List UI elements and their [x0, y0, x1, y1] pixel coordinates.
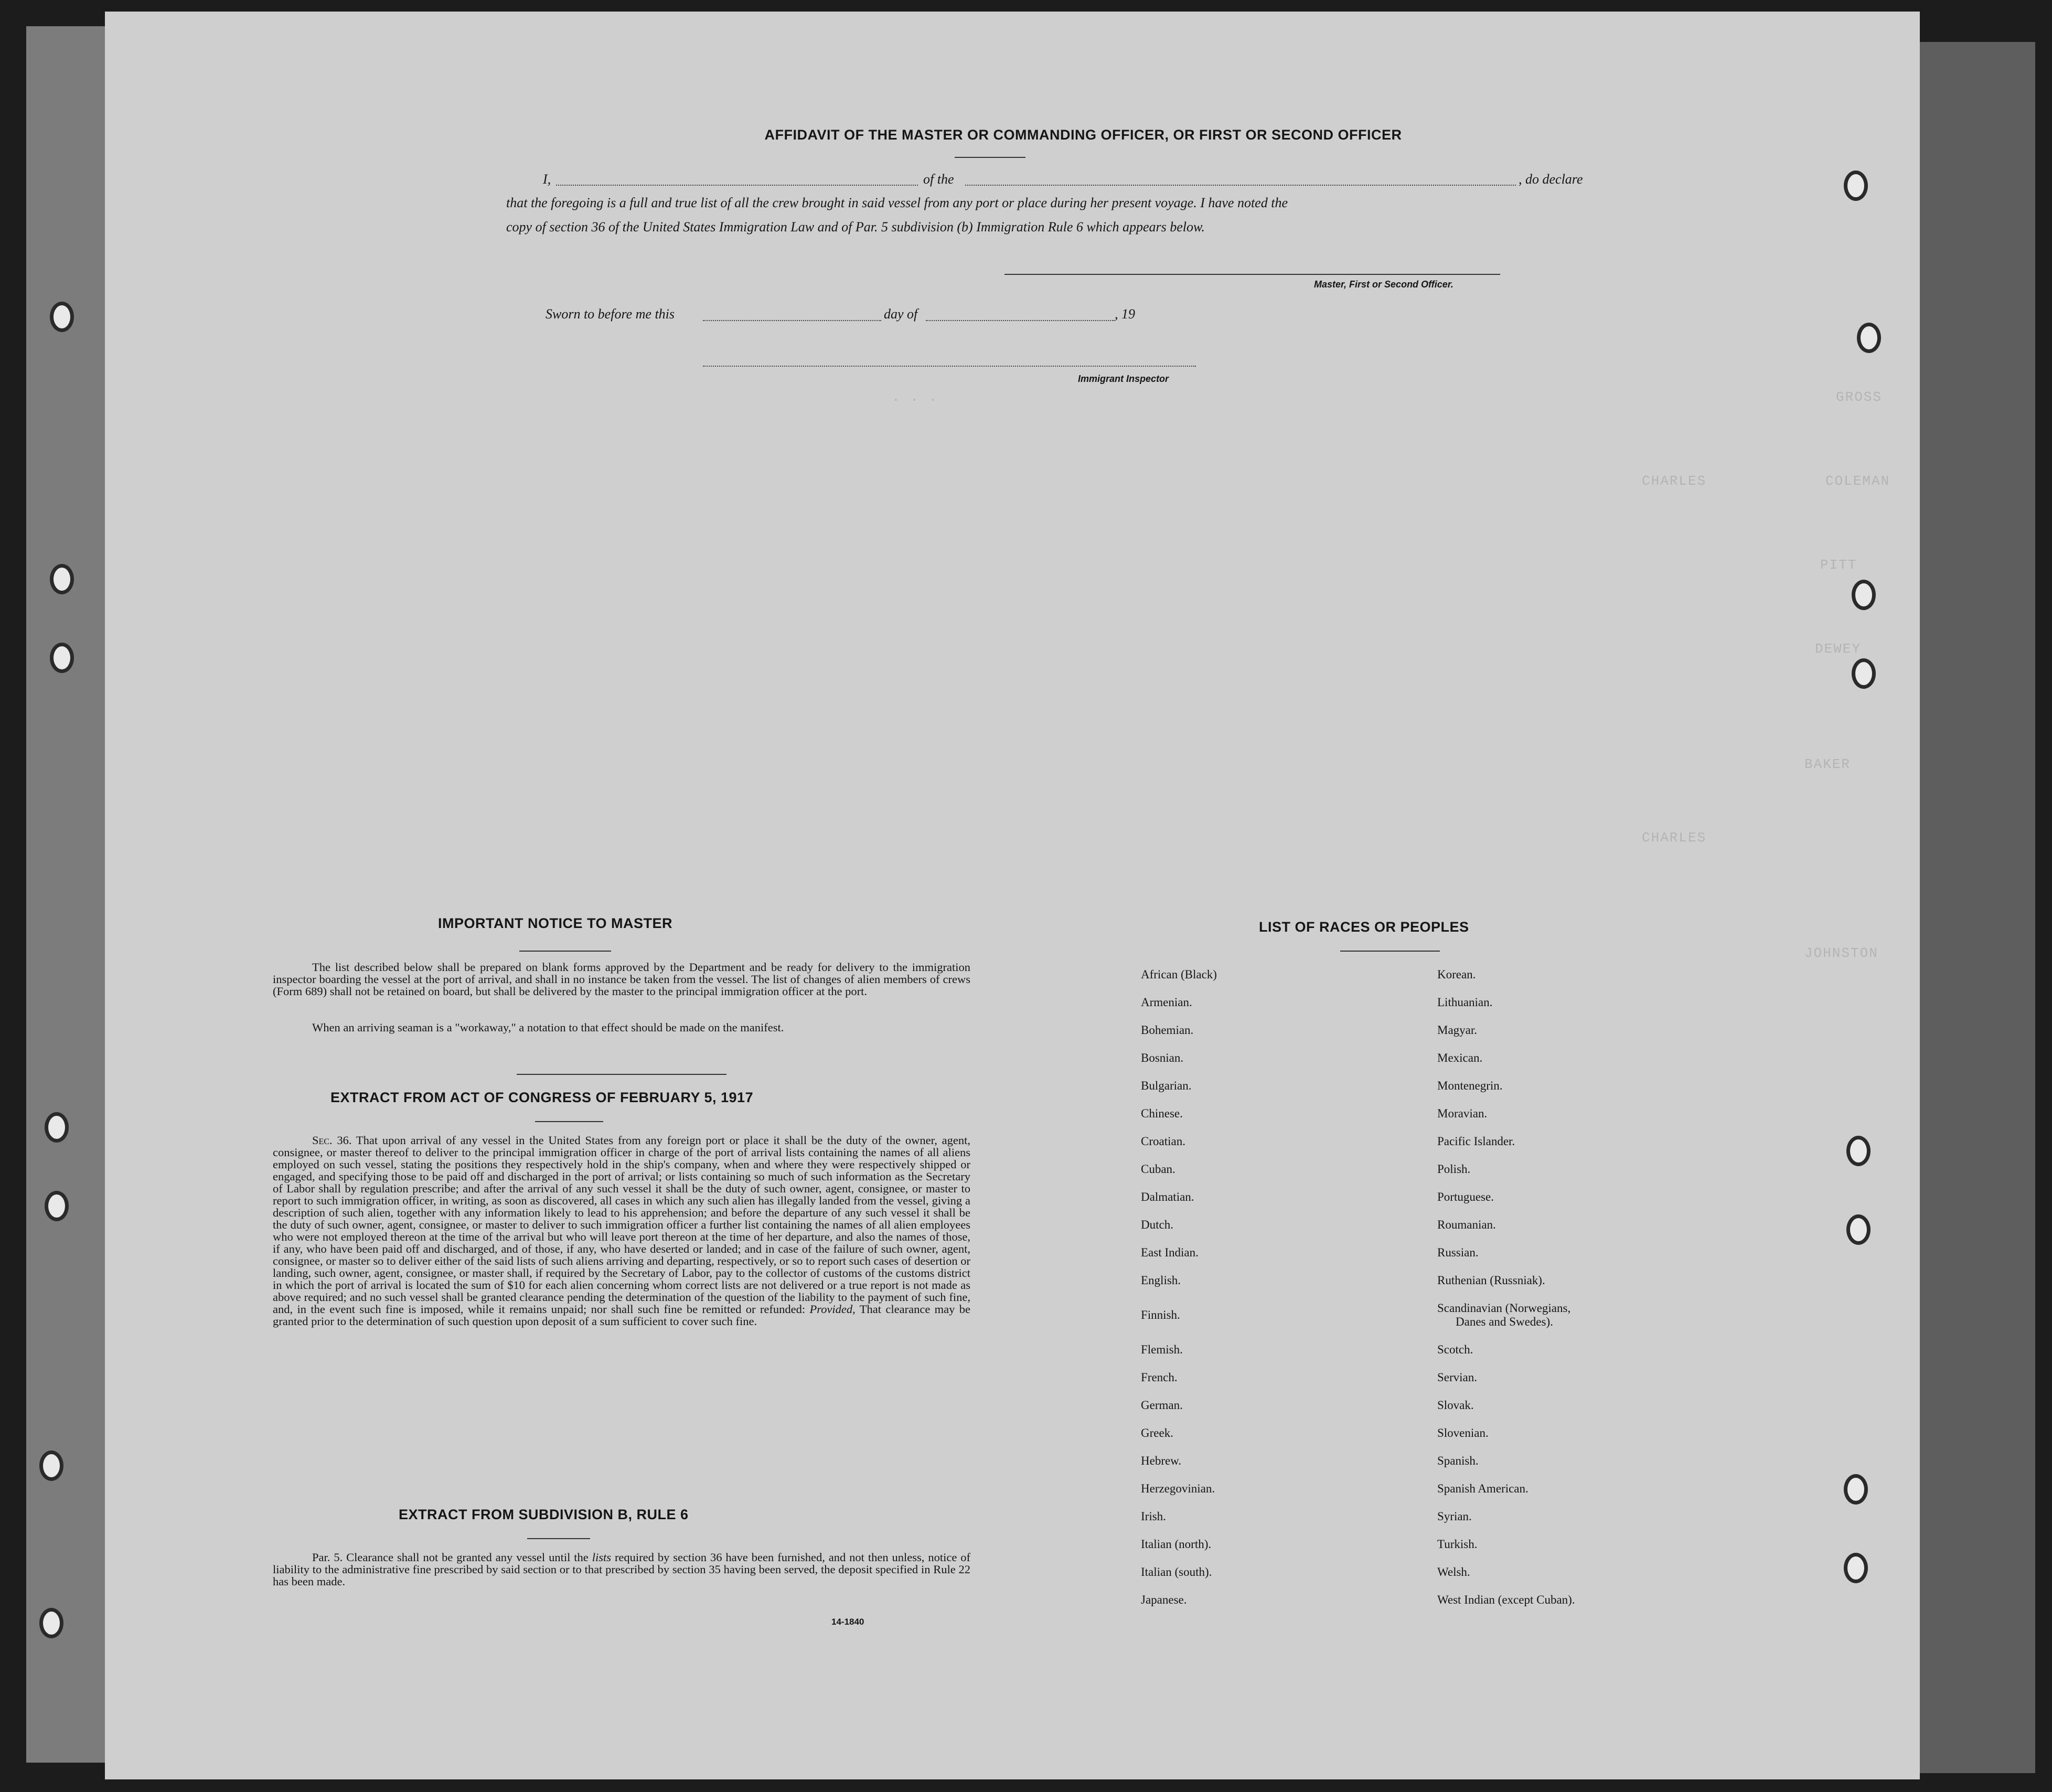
race-item: Cuban. [1141, 1162, 1175, 1176]
act-section-36 [273, 1134, 970, 1327]
race-item: Magyar. [1437, 1023, 1478, 1037]
day-of-label: day of [884, 306, 918, 322]
race-item: Syrian. [1437, 1510, 1472, 1523]
notice-paragraph-2: When an arriving seaman is a "workaway," a notation to that effect should be made on the manifest. [312, 1021, 784, 1034]
race-item: Lithuanian. [1437, 996, 1493, 1009]
race-item: Japanese. [1141, 1593, 1187, 1606]
binder-hole [39, 1450, 63, 1481]
act-sec-label: Sec. 36. [312, 1134, 352, 1147]
binder-hole [45, 1112, 69, 1143]
race-item: Ruthenian (Russniak). [1437, 1274, 1545, 1287]
inspector-caption: Immigrant Inspector [1078, 374, 1169, 384]
race-item: Dutch. [1141, 1218, 1173, 1231]
race-item: Croatian. [1141, 1135, 1185, 1148]
race-item: Italian (north). [1141, 1538, 1212, 1551]
race-item: Dalmatian. [1141, 1190, 1194, 1203]
race-item: Slovenian. [1437, 1426, 1489, 1439]
race-item: Armenian. [1141, 996, 1192, 1009]
binder-hole [1852, 658, 1876, 689]
affidavit-declare: , do declare [1519, 172, 1583, 187]
binder-hole [50, 564, 74, 594]
race-item: Bohemian. [1141, 1023, 1194, 1037]
race-item: Spanish American. [1437, 1482, 1529, 1495]
bleed-through: GROSS [1836, 389, 1883, 405]
race-item: Welsh. [1437, 1565, 1470, 1578]
bleed-through: BAKER [1804, 756, 1851, 772]
binder-hole [50, 643, 74, 673]
divider [517, 1074, 726, 1075]
bleed-through: COLEMAN [1825, 473, 1890, 489]
affidavit-i: I, [543, 172, 551, 187]
race-item: West Indian (except Cuban). [1437, 1593, 1575, 1606]
binder-hole [1846, 1136, 1871, 1166]
notice-title: IMPORTANT NOTICE TO MASTER [438, 915, 672, 931]
bleed-through: DEWEY [1815, 641, 1862, 657]
divider [1340, 951, 1440, 952]
race-item: Portuguese. [1437, 1190, 1494, 1203]
race-item: Danes and Swedes). [1456, 1315, 1553, 1328]
binder-hole [1844, 1553, 1868, 1583]
divider [955, 157, 1025, 158]
binder-hole [1844, 170, 1868, 201]
race-item: Slovak. [1437, 1399, 1474, 1412]
binder-hole [1844, 1474, 1868, 1505]
affidavit-of-the: of the [923, 172, 954, 187]
binder-hole [1852, 580, 1876, 610]
race-item: Spanish. [1437, 1454, 1479, 1467]
race-item: Herzegovinian. [1141, 1482, 1215, 1495]
inspector-signature-line [703, 366, 1196, 367]
race-item: Servian. [1437, 1371, 1478, 1384]
year-label: , 19 [1115, 306, 1135, 322]
affidavit-title: AFFIDAVIT OF THE MASTER OR COMMANDING OFFICER, OR FIRST OR SECOND OFFICER [764, 127, 1402, 143]
affidavit-line3: copy of section 36 of the United States Immigration Law and of Par. 5 subdivision (b) Immigration Rule 6 which appears below. [506, 219, 1205, 234]
race-item: Finnish. [1141, 1308, 1180, 1321]
race-item: Turkish. [1437, 1538, 1478, 1551]
race-item: Roumanian. [1437, 1218, 1496, 1231]
race-item: Polish. [1437, 1162, 1471, 1176]
race-item: Mexican. [1437, 1051, 1483, 1064]
rule6-text-b: required by section 36 have been furnished, and not then unless, notice of liability to the administrative fine prescribed by said section or to that prescribed by section 35 having been served, the deposit specified in Rule 22 has been made. [273, 1551, 971, 1588]
race-item: Bulgarian. [1141, 1079, 1192, 1092]
binder-hole [1857, 323, 1881, 353]
bleed-through: CHARLES [1642, 473, 1707, 489]
bleed-through: JOHNSTON [1804, 945, 1878, 961]
name-field-line [556, 185, 918, 186]
race-item: Scandinavian (Norwegians, [1437, 1302, 1571, 1315]
race-item: Scotch. [1437, 1343, 1473, 1356]
races-title: LIST OF RACES OR PEOPLES [1259, 919, 1469, 935]
race-item: Montenegrin. [1437, 1079, 1503, 1092]
vessel-field-line [965, 185, 1516, 186]
divider [527, 1538, 590, 1539]
bleed-through: . . . [892, 389, 938, 405]
bleed-through: CHARLES [1642, 830, 1707, 846]
race-item: East Indian. [1141, 1246, 1199, 1259]
rule6-text-a: Par. 5. Clearance shall not be granted any vessel until the [312, 1551, 589, 1564]
notice-paragraph-1: The list described below shall be prepared on blank forms approved by the Department and be ready for delivery to the immigration inspector boarding the vessel at the port of arrival, and shall in no instance be taken from the vessel. The list of changes of alien members of crews (Form 689) shall not be retained on board, but shall be delivered by the master to the principal immigration officer at the port. [273, 961, 970, 998]
bleed-through: PITT [1820, 557, 1857, 573]
act-provided-text: That clearance may be granted prior to the determination of such question upon deposit of a sum sufficient to cover such fine. [273, 1303, 971, 1328]
binder-hole [1846, 1214, 1871, 1245]
divider [519, 951, 611, 952]
race-item: German. [1141, 1399, 1183, 1412]
race-item: Korean. [1437, 968, 1476, 981]
act-title: EXTRACT FROM ACT OF CONGRESS OF FEBRUARY 5, 1917 [330, 1090, 754, 1105]
rule6-title: EXTRACT FROM SUBDIVISION B, RULE 6 [399, 1507, 689, 1522]
race-item: Russian. [1437, 1246, 1479, 1259]
race-item: African (Black) [1141, 968, 1217, 981]
binder-hole [45, 1191, 69, 1221]
master-signature-line [1004, 274, 1500, 275]
race-item: Irish. [1141, 1510, 1166, 1523]
race-item: Bosnian. [1141, 1051, 1184, 1064]
master-signature-caption: Master, First or Second Officer. [1314, 279, 1454, 290]
race-item: French. [1141, 1371, 1178, 1384]
sworn-day-line [703, 320, 881, 321]
race-item: Flemish. [1141, 1343, 1183, 1356]
act-text: That upon arrival of any vessel in the United States from any foreign port or place it shall be the duty of the owner, agent, consignee, or master thereof to deliver to the principal immigration officer in charge of the port of arrival lists containing the names of all aliens employed on such vessel, stating the positions they respectively hold in the ship's company, when and where they were respectively shipped or engaged, and specifying those to be paid off and discharged in the port of arrival; or lists containing so much of such information as the Secretary of Labor shall by regulation prescribe; and after the arrival of any such vessel it shall be the duty of such owner, agent, consignee, or master to report to such immigration officer, in writing, as soon as discovered, all cases in which any such alien has illegally landed from the vessel, giving a description of such alien, together with any information likely to lead to his apprehension; and before the departure of any such vessel it shall be the duty of such owner, agent, consignee, or master to deliver to such immigration officer a further list containing the names of all alien employees who were not employed thereon at the time of the arrival but who will leave port thereon at the time of her departure, and also the names of those, if any, who have been paid off and discharged, and of those, if any, who have deserted or landed; and in case of the failure of such owner, agent, consignee, or master so to deliver either of the said lists of such aliens arriving and departing, respectively, or so to report such cases of desertion or landing, such owner, agent, consignee, or master shall, if required by the Secretary of Labor, pay to the collector of customs of the customs district in which the port of arrival is located the sum of $10 for each alien concerning whom correct lists are not delivered or a true report is not made as above required; and no such vessel shall be granted clearance pending the determination of the question of the liability to the payment of such fine, and, in the event such fine is imposed, while it remains unpaid; nor shall such fine be remitted or refunded: [273, 1134, 971, 1316]
divider [535, 1121, 603, 1122]
right-page-edge [1909, 42, 2035, 1773]
binder-hole [50, 302, 74, 332]
race-item: Greek. [1141, 1426, 1173, 1439]
manifest-page [105, 12, 1920, 1779]
affidavit-line2: that the foregoing is a full and true list of all the crew brought in said vessel from any port or place during her present voyage. I have noted the [506, 195, 1288, 210]
act-provided-label: Provided, [809, 1303, 856, 1316]
race-item: Chinese. [1141, 1107, 1183, 1120]
race-item: Italian (south). [1141, 1565, 1212, 1578]
race-item: English. [1141, 1274, 1181, 1287]
sworn-label: Sworn to before me this [546, 306, 675, 322]
race-item: Hebrew. [1141, 1454, 1182, 1467]
rule6-text-lists: lists [592, 1551, 611, 1564]
race-item: Pacific Islander. [1437, 1135, 1515, 1148]
rule6-paragraph [273, 1551, 970, 1587]
race-item: Moravian. [1437, 1107, 1488, 1120]
binder-hole [39, 1608, 63, 1638]
form-number: 14-1840 [831, 1617, 864, 1627]
month-line [926, 320, 1115, 321]
